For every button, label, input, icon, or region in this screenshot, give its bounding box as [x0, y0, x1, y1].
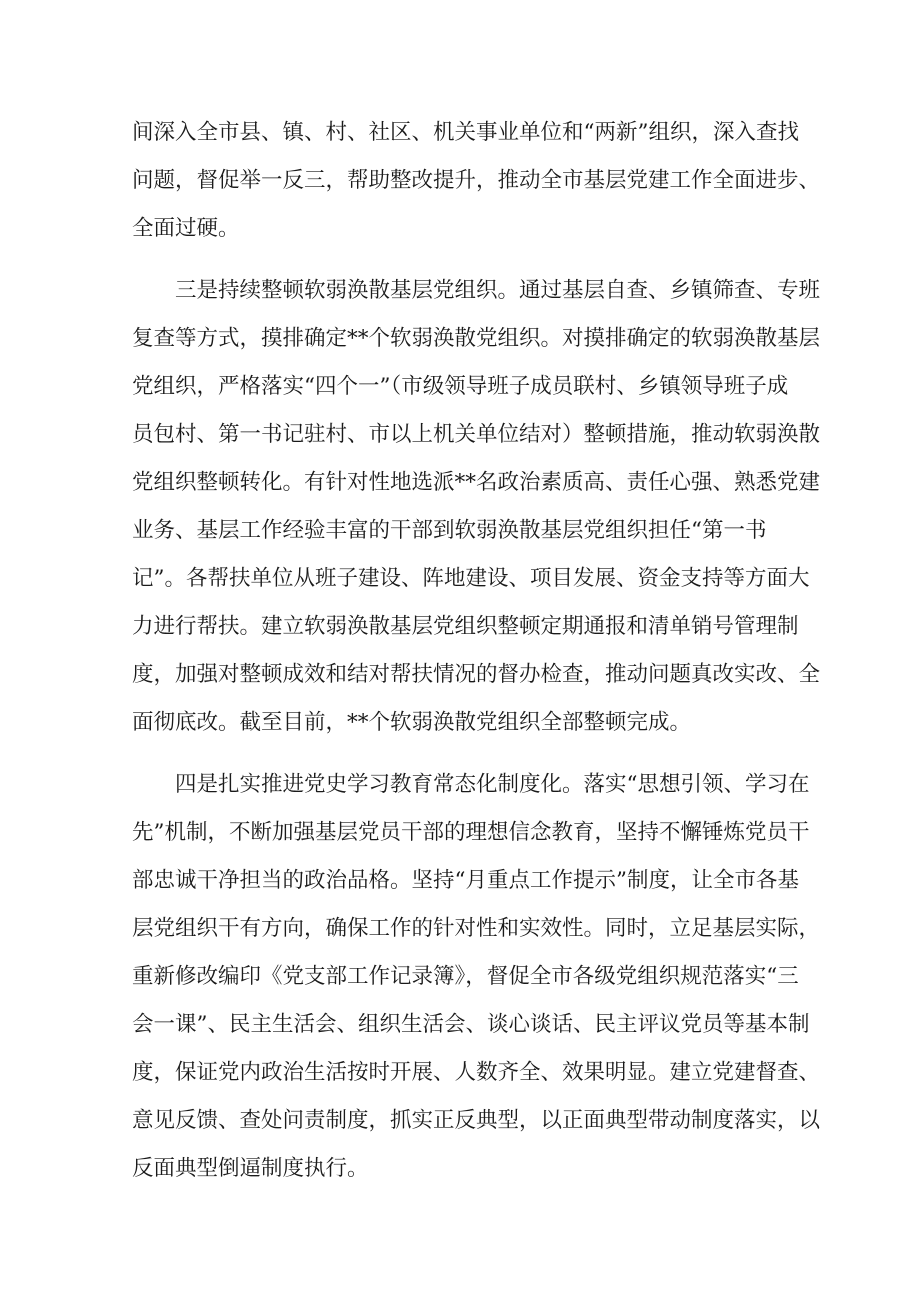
text-line: 反面典型倒逼制度执行。 [132, 1156, 369, 1181]
text-line: 四是扎实推进党史学习教育常态化制度化。落实“思想引领、学习在 [175, 772, 810, 797]
text-line: 全面过硬。 [132, 216, 240, 241]
text-line: 部忠诚干净担当的政治品格。坚持“月重点工作提示”制度，让全市各基 [132, 868, 799, 893]
text-line: 间深入全市县、镇、村、社区、机关事业单位和“两新”组织，深入查找 [132, 120, 799, 145]
text-line: 意见反馈、查处问责制度，抓实正反典型，以正面典型带动制度落实，以 [132, 1108, 821, 1133]
text-line: 面彻底改。截至目前，**个软弱涣散党组织全部整顿完成。 [132, 710, 692, 735]
text-line: 党组织，严格落实“四个一”（市级领导班子成员联村、乡镇领导班子成 [132, 374, 789, 399]
text-line: 业务、基层工作经验丰富的干部到软弱涣散基层党组织担任“第一书 [132, 518, 767, 543]
text-line: 记”。各帮扶单位从班子建设、阵地建设、项目发展、资金支持等方面大 [132, 566, 810, 591]
text-line: 问题，督促举一反三，帮助整改提升，推动全市基层党建工作全面进步、 [132, 168, 821, 193]
text-line: 层党组织干有方向，确保工作的针对性和实效性。同时，立足基层实际， [132, 916, 821, 941]
text-line: 党组织整顿转化。有针对性地选派**名政治素质高、责任心强、熟悉党建 [132, 470, 821, 495]
text-line: 会一课”、民主生活会、组织生活会、谈心谈话、民主评议党员等基本制 [132, 1012, 810, 1037]
text-line: 度，加强对整顿成效和结对帮扶情况的督办检查，推动问题真改实改、全 [132, 662, 821, 687]
text-line: 重新修改编印《党支部工作记录簿》，督促全市各级党组织规范落实“三 [132, 964, 799, 989]
text-line: 力进行帮扶。建立软弱涣散基层党组织整顿定期通报和清单销号管理制 [132, 614, 799, 639]
text-line: 三是持续整顿软弱涣散基层党组织。通过基层自查、乡镇筛查、专班 [175, 278, 821, 303]
text-line: 复查等方式，摸排确定**个软弱涣散党组织。对摸排确定的软弱涣散基层 [132, 326, 821, 351]
text-line: 先”机制，不断加强基层党员干部的理想信念教育，坚持不懈锤炼党员干 [132, 820, 810, 845]
text-line: 员包村、第一书记驻村、市以上机关单位结对）整顿措施，推动软弱涣散 [132, 422, 821, 447]
text-line: 度，保证党内政治生活按时开展、人数齐全、效果明显。建立党建督查、 [132, 1060, 821, 1085]
